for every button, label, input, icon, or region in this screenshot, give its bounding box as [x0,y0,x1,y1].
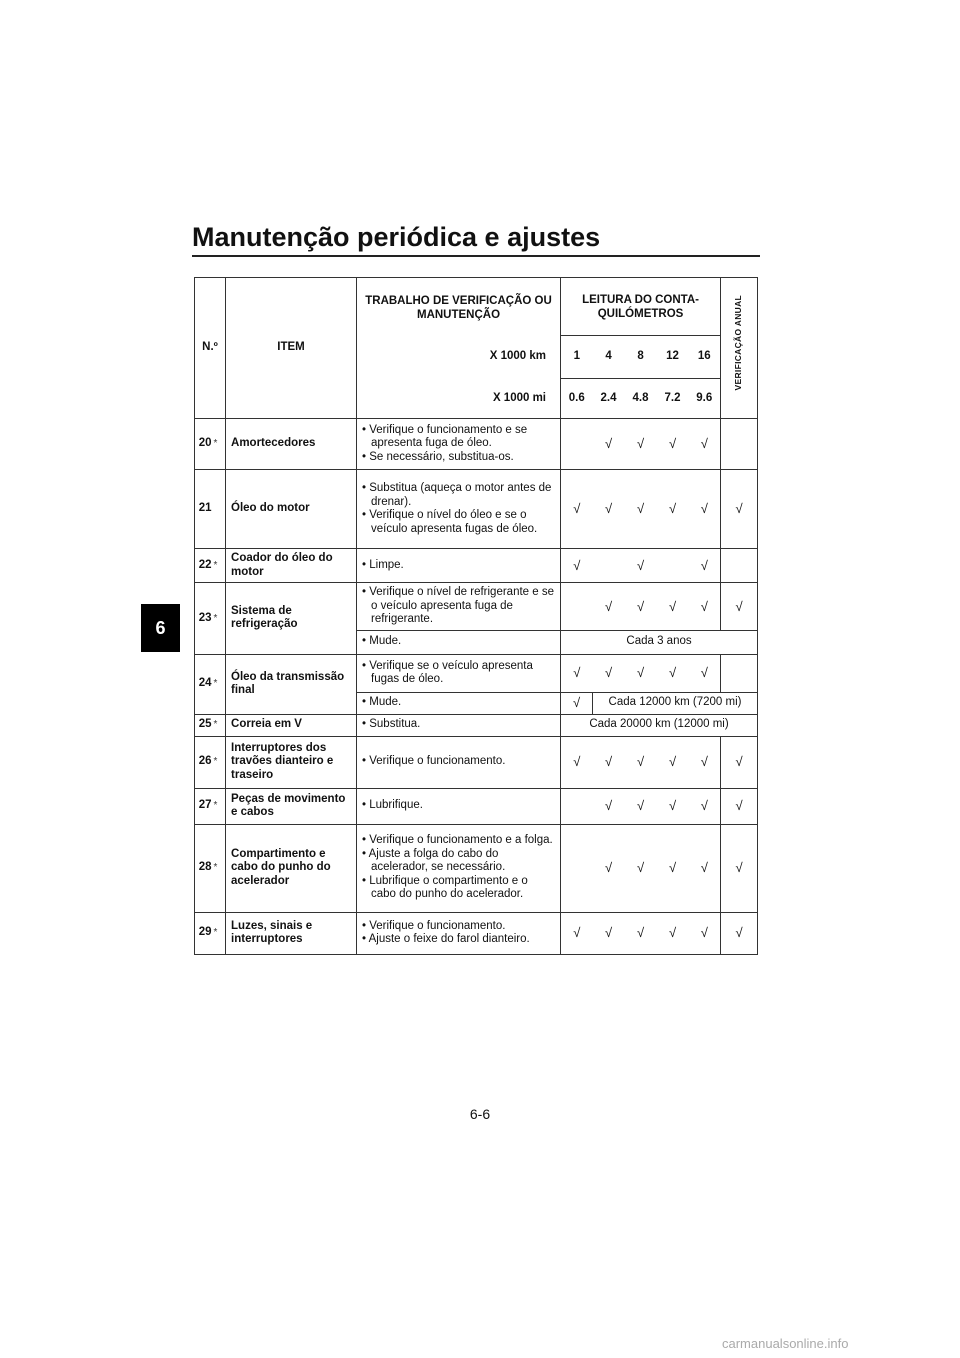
check-mark: √ [700,925,708,941]
check-cell [657,470,689,549]
table-row [195,714,758,736]
row-item: Coador do óleo do motor [226,549,357,583]
check-cell [561,824,593,912]
work-line: • Mude. [362,696,402,709]
check-mark: √ [735,860,743,876]
row-work [357,630,561,654]
table-row [195,736,758,788]
row-star: * [213,714,226,736]
check-cell [593,912,625,954]
header-work: TRABALHO DE VERIFICAÇÃO OU MANUTENÇÃO [357,278,561,336]
check-cell [721,419,758,470]
work-line: • Se necessário, substitua-os. [362,450,514,463]
check-mark: √ [604,665,613,681]
row-star: * [213,788,226,824]
check-cell [625,824,657,912]
row-star: * [213,654,226,714]
row-work [357,419,561,470]
check-mark: √ [636,925,645,941]
interval-text: Cada 12000 km (7200 mi) [593,692,758,714]
work-line: • Limpe. [362,558,404,571]
check-cell [721,788,758,824]
check-cell [689,912,721,954]
check-mark: √ [573,925,581,941]
check-cell [625,736,657,788]
row-number: 27 [195,788,213,824]
table-row [195,824,758,912]
check-mark: √ [668,860,677,876]
row-star: * [213,912,226,954]
check-cell [689,736,721,788]
row-item: Sistema de refrigeração [226,583,357,655]
table-row [195,419,758,470]
check-mark: √ [735,598,743,614]
check-cell [561,736,593,788]
page-number: 6-6 [469,1106,491,1122]
row-number: 22 [195,549,213,583]
check-cell [593,736,625,788]
row-item: Luzes, sinais e interruptores [226,912,357,954]
check-cell [625,788,657,824]
check-mark: √ [668,598,677,614]
check-mark: √ [700,436,708,452]
row-work [357,583,561,631]
check-mark: √ [700,754,708,770]
check-mark: √ [573,501,581,517]
row-item: Peças de movimento e cabos [226,788,357,824]
check-mark: √ [604,501,613,517]
title-rule [192,255,760,257]
row-item: Óleo do motor [226,470,357,549]
check-mark: √ [604,860,613,876]
interval-text: Cada 20000 km (12000 mi) [561,714,758,736]
mi-value: 9.6 [689,379,721,419]
km-value: 8 [625,336,657,379]
check-mark: √ [700,557,708,573]
mi-value: 0.6 [561,379,593,419]
row-number: 21 [195,470,213,549]
work-line: • Ajuste o feixe do farol dianteiro. [362,933,530,945]
km-value: 1 [561,336,593,379]
check-cell [625,912,657,954]
check-mark: √ [735,754,743,770]
row-star: * [213,824,226,912]
km-value: 4 [593,336,625,379]
row-work [357,692,561,714]
row-number: 29 [195,912,213,954]
work-line: • Verifique o funcionamento e se apresenta fuga de óleo. [362,423,528,450]
check-mark: √ [700,665,708,681]
check-mark: √ [668,501,677,517]
check-mark: √ [668,925,677,941]
row-number: 20 [195,419,213,470]
row-number: 28 [195,824,213,912]
check-mark: √ [636,665,645,681]
check-mark: √ [700,860,708,876]
check-cell [689,470,721,549]
table-row [195,654,758,692]
check-cell [721,583,758,631]
check-cell [689,583,721,631]
check-mark: √ [735,925,743,941]
table-row [195,470,758,549]
maintenance-table [194,277,758,955]
check-cell [625,470,657,549]
row-item: Correia em V [226,714,357,736]
check-mark: √ [573,557,581,573]
check-cell [561,912,593,954]
page-title: Manutenção periódica e ajustes [192,222,601,252]
check-cell [689,824,721,912]
header-odometer: LEITURA DO CONTA-QUILÓMETROS [561,278,721,336]
chapter-tab: 6 [141,604,180,652]
check-cell [561,470,593,549]
check-cell [593,654,625,692]
check-cell [625,419,657,470]
row-work [357,736,561,788]
check-cell [657,654,689,692]
header-no: N.º [195,278,226,419]
row-star: * [213,583,226,655]
work-line: • Verifique o nível de refrigerante e se o veículo apresenta fuga de refrigerante. [362,586,554,625]
check-cell [625,549,657,583]
check-cell [657,419,689,470]
check-cell [561,419,593,470]
work-line: • Lubrifique o compartimento e o cabo do punho do acelerador. [362,874,528,901]
header-row [195,278,758,336]
check-mark: √ [668,798,677,814]
check-mark: √ [636,501,645,517]
check-cell [721,654,758,692]
check-cell [561,549,593,583]
row-item: Amortecedores [226,419,357,470]
row-number: 25 [195,714,213,736]
check-cell [561,788,593,824]
check-cell [721,824,758,912]
header-item: ITEM [226,278,357,419]
mi-value: 4.8 [625,379,657,419]
check-mark: √ [735,798,743,814]
check-cell [625,654,657,692]
mi-value: 7.2 [657,379,689,419]
work-line: • Verifique o funcionamento e a folga. [362,834,553,847]
row-star [213,470,226,549]
check-cell [689,654,721,692]
work-line: • Verifique se o veículo apresenta fugas de óleo. [362,659,533,685]
check-cell [657,549,689,583]
header-annual: VERIFICAÇÃO ANUAL [733,295,744,391]
check-cell [593,419,625,470]
check-cell [625,583,657,631]
check-mark: √ [735,501,743,517]
work-line: • Verifique o funcionamento. [362,755,506,768]
check-cell [721,912,758,954]
check-mark: √ [700,501,708,517]
interval-text: Cada 3 anos [561,630,758,654]
row-item: Compartimento e cabo do punho do acelerador [226,824,357,912]
check-cell [689,419,721,470]
work-line: • Mude. [362,635,402,648]
work-line: • Lubrifique. [362,799,423,812]
check-mark: √ [636,798,645,814]
km-value: 16 [689,336,721,379]
row-work [357,788,561,824]
check-mark: √ [636,436,645,452]
check-cell [721,549,758,583]
row-number: 23 [195,583,213,655]
check-cell [657,788,689,824]
work-line: • Verifique o nível do óleo e se o veículo apresenta fugas de óleo. [362,509,538,535]
check-cell [593,788,625,824]
check-mark: √ [700,598,708,614]
check-cell [689,788,721,824]
check-mark: √ [636,860,645,876]
row-work [357,654,561,692]
check-cell [689,549,721,583]
row-work [357,470,561,549]
check-mark: √ [572,695,581,711]
table-row [195,549,758,583]
check-mark: √ [700,798,708,814]
work-line: • Ajuste a folga do cabo do acelerador, se necessário. [362,847,506,874]
row-star: * [213,549,226,583]
check-cell [593,470,625,549]
check-cell [561,692,593,714]
header-annual-cell [721,278,758,419]
check-mark: √ [604,925,613,941]
check-cell [593,824,625,912]
km-value: 12 [657,336,689,379]
row-work [357,714,561,736]
header-km-label: X 1000 km [357,336,561,379]
check-mark: √ [636,598,645,614]
row-item: Óleo da transmissão final [226,654,357,714]
check-mark: √ [668,665,677,681]
table-row [195,912,758,954]
row-item: Interruptores dos travões dianteiro e traseiro [226,736,357,788]
check-mark: √ [636,754,645,770]
header-mi-label: X 1000 mi [357,379,561,419]
check-cell [561,583,593,631]
check-cell [721,470,758,549]
row-work [357,549,561,583]
check-cell [593,549,625,583]
row-work [357,912,561,954]
check-cell [561,654,593,692]
check-mark: √ [604,754,613,770]
check-cell [657,912,689,954]
table-row [195,583,758,631]
row-star: * [213,736,226,788]
row-number: 24 [195,654,213,714]
work-line: • Verifique o funcionamento. [362,919,506,932]
mi-value: 2.4 [593,379,625,419]
table-row [195,788,758,824]
check-mark: √ [573,665,581,681]
row-number: 26 [195,736,213,788]
row-work [357,824,561,912]
check-mark: √ [573,754,581,770]
row-star: * [213,419,226,470]
check-cell [721,736,758,788]
check-cell [657,824,689,912]
watermark: carmanualsonline.info [722,1336,849,1351]
check-mark: √ [636,557,645,573]
check-mark: √ [604,798,613,814]
check-mark: √ [668,754,677,770]
check-mark: √ [668,436,677,452]
work-line: • Substitua (aqueça o motor antes de drenar). [362,482,552,508]
check-mark: √ [604,598,613,614]
check-cell [657,583,689,631]
check-cell [593,583,625,631]
work-line: • Substitua. [362,718,421,731]
check-cell [657,736,689,788]
check-mark: √ [604,436,613,452]
